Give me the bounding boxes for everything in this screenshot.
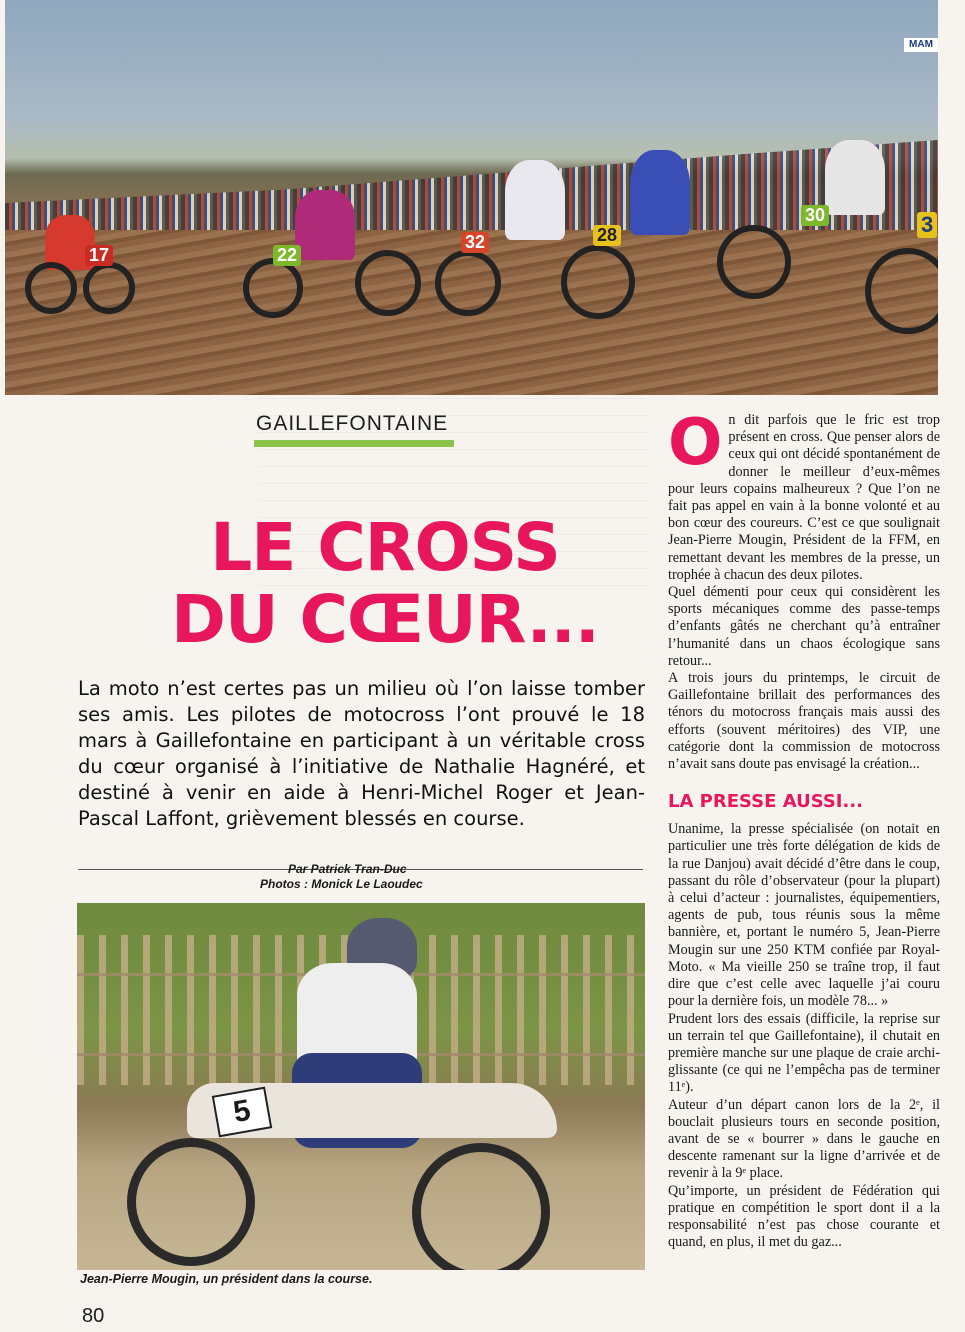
top-race-photo [5, 0, 938, 395]
body-paragraph: Auteur d’un départ canon lors de la 2ᵉ, il bouclait plusieurs tours en seconde position, avant de se « bourrer » dans le gauche en descente ramenant sur la ligne d’arrivée et de revenir à la 9ᵉ place. [668, 1096, 940, 1182]
bike-wheel [435, 250, 501, 316]
rider [630, 150, 690, 235]
article-title [125, 509, 645, 658]
body-paragraph: Prudent lors des essais (difficile, la reprise sur un terrain tel que Gaillefontaine), il chutait en première manche sur une plaque de craie archi-glissante (ce qui ne l’empêcha pas de terminer 11ᵉ). [668, 1010, 940, 1096]
bike-wheel [355, 250, 421, 316]
trackside-sign: MAM [904, 38, 938, 52]
body-paragraph: Unanime, la presse spécialisée (on notait en particulier une très forte délégation de kids de la rue Danjou) avait décidé d’être dans le coup, passant du rôle d’observateur (pour la plupart) à celui d’acteur : journalistes, équipementiers, agents de pub, tous réunis sous la même bannière, et, portant le numéro 5, Jean-Pierre Mougin sur une 250 KTM confiée par Royal-Moto. « Ma vieille 250 se traîne trop, il faut dire que c’est celle avec laquelle j’ai couru pour la dernière fois, un modèle 78... » [668, 821, 940, 1010]
title-line-2: DU CŒUR... [171, 581, 599, 658]
race-number-plate: 17 [85, 245, 113, 266]
race-number-plate: 28 [593, 225, 621, 246]
bike-wheel [561, 245, 635, 319]
body-paragraph: Quel démenti pour ceux qui considèrent les sports mécaniques comme des passe-temps d’enfants gâtés ne cherchant qu’à entraîner l’humanité dans un chaos écologique sans retour... [668, 584, 940, 669]
photo-caption: Jean-Pierre Mougin, un président dans la course. [80, 1272, 373, 1286]
byline [260, 862, 520, 892]
race-number-plate: 32 [461, 232, 489, 253]
byline-photos: Photos : Monick Le Laoudec [260, 877, 423, 891]
rider-photo [77, 903, 645, 1270]
spectator-crowd [5, 140, 938, 230]
race-number-plate: 22 [273, 245, 301, 266]
body-paragraph: Qu’importe, un président de Fédération qui pratique en compétition le sport dont il a la responsabilité n’est pas chose courante et quand, en plus, il met du gaz... [668, 1182, 940, 1251]
rider [825, 140, 885, 215]
race-number-plate: 30 [801, 205, 829, 226]
lead-paragraph: La moto n’est certes pas un milieu où l’on laisse tomber ses amis. Les pilotes de motocross l’ont prouvé le 18 mars à Gaillefontaine en participant à un véritable cross du cœur organisé à l’initiative de Nathalie Hagnéré, et destiné à venir en aide à Henri-Michel Roger et Jean-Pascal Laffont, grièvement blessés en course. [78, 677, 645, 830]
bike-rear-wheel [412, 1143, 550, 1270]
rider [505, 160, 565, 240]
rider [295, 190, 355, 260]
bike-wheel [83, 262, 135, 314]
bike-wheel [25, 262, 77, 314]
body-paragraph: A trois jours du printemps, le circuit de Gaillefontaine brillait des performances des ténors du motocross français mais aussi des efforts (souvent méritoires) des VIP, une catégorie dont la commission de motocross n’avait sans doute pas envisagé la création... [668, 670, 940, 773]
bike-wheel [243, 258, 303, 318]
page-number: 80 [82, 1305, 105, 1327]
section-tag: GAILLEFONTAINE [256, 412, 449, 435]
section-tag-underline [254, 440, 454, 447]
article-body [668, 406, 940, 1251]
bike-wheel [717, 225, 791, 299]
bike-front-wheel [127, 1138, 255, 1266]
race-number-plate: 3 [917, 212, 937, 238]
drop-cap: O [668, 406, 723, 480]
race-number-plate: 5 [212, 1087, 272, 1138]
title-line-1: LE CROSS [210, 509, 560, 586]
subheading: LA PRESSE AUSSI... [668, 791, 864, 813]
byline-author: Par Patrick Tran-Duc [288, 862, 407, 876]
body-paragraph: n dit parfois que le fric est trop présent en cross. Que penser alors de ceux qui ont décidé spontanément de donner le meilleur d’eux-mêmes pour leurs copains malheureux ? Que l’on ne fait pas appel en vain à la bonne volonté et au bon cœur des coureurs. C’est ce que soulignait Jean-Pierre Mougin, Président de la FFM, en remettant devant les membres de la presse, un trophée à chacun des deux pilotes. [668, 412, 940, 583]
